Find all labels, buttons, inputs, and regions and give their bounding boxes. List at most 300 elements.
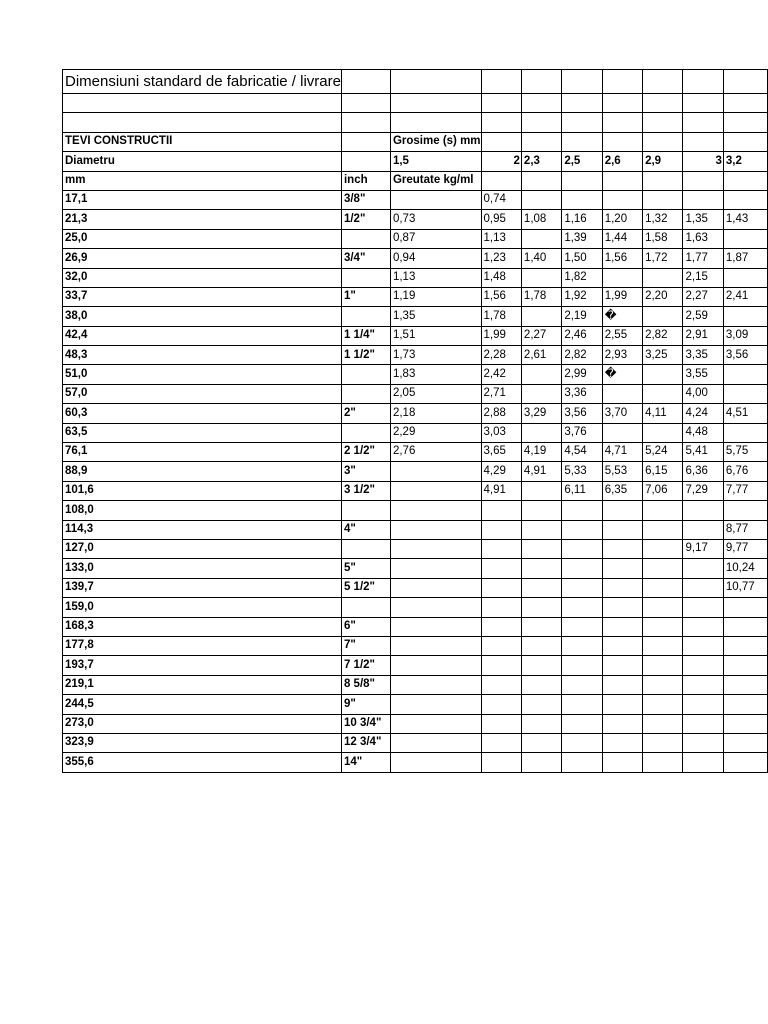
weight-cell[interactable] — [390, 714, 481, 733]
weight-cell[interactable] — [481, 578, 521, 597]
weight-label-cell[interactable] — [390, 171, 481, 190]
weight-cell[interactable] — [521, 617, 561, 636]
cell[interactable] — [683, 132, 723, 151]
weight-cell[interactable]: 1,78 — [521, 287, 561, 306]
weight-cell[interactable]: 0,94 — [390, 249, 481, 268]
weight-cell[interactable]: 2,59 — [683, 307, 723, 326]
weight-cell[interactable]: 6,35 — [602, 481, 642, 500]
cell[interactable] — [643, 94, 683, 113]
weight-cell[interactable]: 10,24 — [723, 559, 767, 578]
weight-cell[interactable]: 2,99 — [562, 365, 602, 384]
weight-cell[interactable]: 2,76 — [390, 443, 481, 462]
weight-cell[interactable]: 6,36 — [683, 462, 723, 481]
weight-cell[interactable]: 5,41 — [683, 443, 723, 462]
weight-cell[interactable]: 2,91 — [683, 326, 723, 345]
weight-cell[interactable] — [562, 598, 602, 617]
weight-cell[interactable]: 4,29 — [481, 462, 521, 481]
weight-cell[interactable]: 2,71 — [481, 384, 521, 403]
weight-cell[interactable] — [602, 753, 642, 772]
diameter-inch-cell[interactable]: 5 1/2" — [341, 578, 390, 597]
diameter-inch-cell[interactable]: 1 1/4" — [341, 326, 390, 345]
weight-cell[interactable]: 3,29 — [521, 404, 561, 423]
weight-cell[interactable] — [481, 559, 521, 578]
weight-cell[interactable]: 1,83 — [390, 365, 481, 384]
weight-cell[interactable] — [723, 675, 767, 694]
weight-cell[interactable] — [562, 578, 602, 597]
diameter-mm-cell[interactable]: 48,3 — [63, 346, 342, 365]
weight-cell[interactable]: 3,35 — [683, 346, 723, 365]
weight-cell[interactable] — [521, 501, 561, 520]
weight-cell[interactable] — [602, 501, 642, 520]
weight-cell[interactable] — [562, 617, 602, 636]
cell[interactable] — [341, 113, 390, 132]
cell[interactable] — [683, 171, 723, 190]
weight-cell[interactable] — [562, 520, 602, 539]
diameter-mm-cell[interactable]: 355,6 — [63, 753, 342, 772]
weight-cell[interactable]: 9,17 — [683, 539, 723, 558]
weight-cell[interactable]: 0,95 — [481, 210, 521, 229]
diameter-inch-cell[interactable]: 7" — [341, 636, 390, 655]
weight-cell[interactable] — [521, 268, 561, 287]
weight-cell[interactable] — [683, 695, 723, 714]
cell[interactable] — [390, 113, 481, 132]
weight-cell[interactable] — [481, 733, 521, 752]
weight-cell[interactable] — [562, 559, 602, 578]
weight-cell[interactable] — [521, 384, 561, 403]
diameter-mm-cell[interactable]: 127,0 — [63, 539, 342, 558]
weight-cell[interactable] — [683, 753, 723, 772]
weight-cell[interactable] — [643, 501, 683, 520]
cell[interactable] — [481, 132, 521, 151]
cell[interactable] — [341, 70, 390, 94]
cell[interactable] — [643, 113, 683, 132]
weight-cell[interactable] — [643, 733, 683, 752]
weight-cell[interactable] — [643, 695, 683, 714]
weight-cell[interactable]: 3,25 — [643, 346, 683, 365]
weight-cell[interactable] — [390, 481, 481, 500]
weight-cell[interactable] — [602, 384, 642, 403]
cell[interactable] — [481, 70, 521, 94]
weight-cell[interactable] — [723, 695, 767, 714]
thickness-cell[interactable]: 3,2 — [723, 152, 767, 171]
weight-cell[interactable] — [562, 190, 602, 209]
cell[interactable] — [723, 94, 767, 113]
cell[interactable] — [562, 113, 602, 132]
diameter-mm-cell[interactable]: 193,7 — [63, 656, 342, 675]
weight-cell[interactable] — [643, 307, 683, 326]
weight-cell[interactable] — [390, 733, 481, 752]
weight-cell[interactable] — [521, 695, 561, 714]
weight-cell[interactable] — [683, 733, 723, 752]
weight-cell[interactable] — [683, 598, 723, 617]
cell[interactable] — [341, 152, 390, 171]
weight-cell[interactable]: 2,29 — [390, 423, 481, 442]
weight-cell[interactable] — [521, 520, 561, 539]
weight-cell[interactable]: 2,42 — [481, 365, 521, 384]
weight-cell[interactable]: 2,27 — [521, 326, 561, 345]
weight-cell[interactable] — [521, 423, 561, 442]
weight-cell[interactable]: 1,39 — [562, 229, 602, 248]
cell[interactable] — [63, 94, 342, 113]
weight-cell[interactable] — [390, 501, 481, 520]
weight-cell[interactable] — [481, 753, 521, 772]
weight-cell[interactable]: 1,32 — [643, 210, 683, 229]
diameter-mm-cell[interactable]: 76,1 — [63, 443, 342, 462]
cell[interactable] — [521, 171, 561, 190]
weight-cell[interactable] — [723, 190, 767, 209]
weight-cell[interactable] — [521, 636, 561, 655]
weight-cell[interactable]: 3,03 — [481, 423, 521, 442]
weight-cell[interactable] — [643, 559, 683, 578]
weight-cell[interactable]: 5,24 — [643, 443, 683, 462]
weight-cell[interactable] — [481, 695, 521, 714]
cell[interactable] — [602, 113, 642, 132]
diameter-mm-cell[interactable]: 323,9 — [63, 733, 342, 752]
diameter-inch-cell[interactable]: 1/2" — [341, 210, 390, 229]
weight-cell[interactable] — [723, 365, 767, 384]
weight-cell[interactable] — [643, 714, 683, 733]
diameter-inch-cell[interactable] — [341, 539, 390, 558]
weight-cell[interactable]: 3,55 — [683, 365, 723, 384]
weight-cell[interactable] — [683, 617, 723, 636]
weight-cell[interactable]: 1,44 — [602, 229, 642, 248]
weight-cell[interactable] — [562, 539, 602, 558]
weight-cell[interactable] — [562, 636, 602, 655]
weight-cell[interactable] — [390, 539, 481, 558]
diameter-inch-cell[interactable]: 3/8" — [341, 190, 390, 209]
weight-cell[interactable] — [521, 675, 561, 694]
weight-cell[interactable]: 4,00 — [683, 384, 723, 403]
weight-cell[interactable] — [602, 268, 642, 287]
weight-cell[interactable] — [602, 190, 642, 209]
weight-cell[interactable]: 1,13 — [390, 268, 481, 287]
weight-cell[interactable]: 4,24 — [683, 404, 723, 423]
weight-cell[interactable] — [521, 656, 561, 675]
weight-cell[interactable]: 5,75 — [723, 443, 767, 462]
weight-cell[interactable]: 2,88 — [481, 404, 521, 423]
weight-cell[interactable] — [683, 520, 723, 539]
weight-cell[interactable] — [562, 695, 602, 714]
diameter-mm-cell[interactable]: 57,0 — [63, 384, 342, 403]
thickness-label-cell[interactable] — [390, 132, 481, 151]
weight-cell[interactable] — [643, 268, 683, 287]
weight-cell[interactable]: 3,76 — [562, 423, 602, 442]
weight-cell[interactable] — [562, 501, 602, 520]
weight-cell[interactable] — [562, 753, 602, 772]
weight-cell[interactable]: 2,27 — [683, 287, 723, 306]
weight-cell[interactable]: 1,77 — [683, 249, 723, 268]
diameter-mm-cell[interactable]: 219,1 — [63, 675, 342, 694]
weight-cell[interactable]: � — [602, 307, 642, 326]
weight-cell[interactable]: 1,08 — [521, 210, 561, 229]
cell[interactable] — [481, 171, 521, 190]
thickness-cell[interactable]: 3 — [683, 152, 723, 171]
weight-cell[interactable]: 3,56 — [562, 404, 602, 423]
weight-cell[interactable] — [683, 656, 723, 675]
weight-cell[interactable]: 5,53 — [602, 462, 642, 481]
weight-cell[interactable] — [723, 617, 767, 636]
weight-cell[interactable] — [643, 617, 683, 636]
weight-cell[interactable] — [390, 559, 481, 578]
weight-cell[interactable] — [521, 753, 561, 772]
diameter-mm-cell[interactable]: 63,5 — [63, 423, 342, 442]
diameter-mm-cell[interactable]: 101,6 — [63, 481, 342, 500]
weight-cell[interactable]: 2,93 — [602, 346, 642, 365]
cell[interactable] — [602, 94, 642, 113]
diameter-inch-cell[interactable]: 8 5/8" — [341, 675, 390, 694]
weight-cell[interactable] — [562, 733, 602, 752]
weight-cell[interactable] — [602, 578, 642, 597]
weight-cell[interactable] — [390, 636, 481, 655]
cell[interactable] — [390, 94, 481, 113]
cell[interactable] — [723, 132, 767, 151]
weight-cell[interactable]: 7,06 — [643, 481, 683, 500]
diameter-mm-cell[interactable]: 168,3 — [63, 617, 342, 636]
weight-cell[interactable] — [521, 229, 561, 248]
weight-cell[interactable]: 1,16 — [562, 210, 602, 229]
weight-cell[interactable]: 2,61 — [521, 346, 561, 365]
weight-cell[interactable]: 1,82 — [562, 268, 602, 287]
weight-cell[interactable] — [521, 539, 561, 558]
diameter-inch-cell[interactable]: 5" — [341, 559, 390, 578]
thickness-cell[interactable]: 2,3 — [521, 152, 561, 171]
weight-cell[interactable]: 6,15 — [643, 462, 683, 481]
weight-cell[interactable] — [602, 520, 642, 539]
weight-cell[interactable] — [481, 501, 521, 520]
weight-cell[interactable] — [390, 598, 481, 617]
weight-cell[interactable] — [481, 714, 521, 733]
weight-cell[interactable] — [643, 636, 683, 655]
weight-cell[interactable] — [723, 423, 767, 442]
weight-cell[interactable] — [390, 675, 481, 694]
weight-cell[interactable] — [521, 307, 561, 326]
weight-cell[interactable] — [562, 656, 602, 675]
cell[interactable] — [481, 94, 521, 113]
weight-cell[interactable]: 4,71 — [602, 443, 642, 462]
weight-cell[interactable] — [481, 539, 521, 558]
weight-cell[interactable] — [481, 617, 521, 636]
weight-cell[interactable] — [602, 636, 642, 655]
diameter-inch-cell[interactable]: 9" — [341, 695, 390, 714]
diameter-inch-cell[interactable]: 3 1/2" — [341, 481, 390, 500]
weight-cell[interactable] — [723, 307, 767, 326]
cell[interactable] — [602, 132, 642, 151]
weight-cell[interactable]: 1,35 — [683, 210, 723, 229]
weight-cell[interactable]: 1,63 — [683, 229, 723, 248]
diameter-mm-cell[interactable]: 60,3 — [63, 404, 342, 423]
diameter-inch-cell[interactable] — [341, 384, 390, 403]
weight-cell[interactable] — [521, 190, 561, 209]
cell[interactable] — [562, 132, 602, 151]
weight-cell[interactable]: 4,91 — [481, 481, 521, 500]
weight-cell[interactable]: 7,29 — [683, 481, 723, 500]
weight-cell[interactable]: 1,19 — [390, 287, 481, 306]
weight-cell[interactable]: 3,56 — [723, 346, 767, 365]
weight-cell[interactable]: 1,56 — [481, 287, 521, 306]
weight-cell[interactable]: 2,82 — [643, 326, 683, 345]
diameter-inch-cell[interactable]: 1" — [341, 287, 390, 306]
weight-cell[interactable] — [562, 714, 602, 733]
weight-cell[interactable] — [562, 675, 602, 694]
weight-cell[interactable] — [602, 714, 642, 733]
unit-inch-cell[interactable]: inch — [341, 171, 390, 190]
weight-cell[interactable] — [521, 598, 561, 617]
weight-cell[interactable] — [481, 636, 521, 655]
weight-cell[interactable]: 1,50 — [562, 249, 602, 268]
diameter-inch-cell[interactable] — [341, 268, 390, 287]
weight-cell[interactable]: 2,82 — [562, 346, 602, 365]
weight-cell[interactable] — [602, 598, 642, 617]
weight-cell[interactable]: 2,19 — [562, 307, 602, 326]
cell[interactable] — [390, 70, 481, 94]
diameter-inch-cell[interactable]: 2 1/2" — [341, 443, 390, 462]
weight-cell[interactable] — [643, 656, 683, 675]
diameter-mm-cell[interactable]: 139,7 — [63, 578, 342, 597]
cell[interactable] — [643, 132, 683, 151]
weight-cell[interactable]: 1,35 — [390, 307, 481, 326]
weight-cell[interactable]: 1,99 — [602, 287, 642, 306]
weight-cell[interactable]: 3,36 — [562, 384, 602, 403]
diameter-mm-cell[interactable]: 26,9 — [63, 249, 342, 268]
weight-cell[interactable] — [602, 617, 642, 636]
weight-cell[interactable] — [723, 384, 767, 403]
diameter-mm-cell[interactable]: 33,7 — [63, 287, 342, 306]
diameter-mm-cell[interactable]: 133,0 — [63, 559, 342, 578]
thickness-cell[interactable]: 2 — [481, 152, 521, 171]
weight-cell[interactable]: 1,72 — [643, 249, 683, 268]
thickness-cell[interactable]: 1,5 — [390, 152, 481, 171]
cell[interactable] — [643, 70, 683, 94]
diameter-mm-cell[interactable]: 17,1 — [63, 190, 342, 209]
weight-cell[interactable] — [481, 656, 521, 675]
cell[interactable] — [643, 171, 683, 190]
weight-cell[interactable] — [643, 578, 683, 597]
weight-cell[interactable] — [643, 190, 683, 209]
weight-cell[interactable]: 1,48 — [481, 268, 521, 287]
weight-cell[interactable] — [643, 598, 683, 617]
weight-cell[interactable] — [390, 520, 481, 539]
weight-cell[interactable]: 3,70 — [602, 404, 642, 423]
weight-cell[interactable]: 1,40 — [521, 249, 561, 268]
weight-cell[interactable]: 7,77 — [723, 481, 767, 500]
weight-cell[interactable] — [643, 539, 683, 558]
diameter-mm-cell[interactable]: 51,0 — [63, 365, 342, 384]
diameter-inch-cell[interactable]: 1 1/2" — [341, 346, 390, 365]
weight-cell[interactable]: 6,76 — [723, 462, 767, 481]
diameter-inch-cell[interactable]: 14" — [341, 753, 390, 772]
weight-cell[interactable] — [602, 675, 642, 694]
weight-cell[interactable]: 0,87 — [390, 229, 481, 248]
weight-cell[interactable] — [683, 578, 723, 597]
diameter-mm-cell[interactable]: 108,0 — [63, 501, 342, 520]
weight-cell[interactable] — [602, 539, 642, 558]
weight-cell[interactable] — [481, 520, 521, 539]
diameter-inch-cell[interactable] — [341, 501, 390, 520]
diameter-mm-cell[interactable]: 21,3 — [63, 210, 342, 229]
thickness-cell[interactable]: 2,5 — [562, 152, 602, 171]
weight-cell[interactable] — [683, 675, 723, 694]
weight-cell[interactable] — [521, 578, 561, 597]
cell[interactable] — [341, 132, 390, 151]
diameter-mm-cell[interactable]: 177,8 — [63, 636, 342, 655]
weight-cell[interactable]: 1,87 — [723, 249, 767, 268]
weight-cell[interactable] — [643, 365, 683, 384]
weight-cell[interactable] — [723, 598, 767, 617]
cell[interactable] — [602, 70, 642, 94]
weight-cell[interactable] — [481, 675, 521, 694]
weight-cell[interactable] — [390, 695, 481, 714]
diameter-mm-cell[interactable]: 32,0 — [63, 268, 342, 287]
weight-cell[interactable]: 1,78 — [481, 307, 521, 326]
cell[interactable] — [562, 171, 602, 190]
diameter-mm-cell[interactable]: 38,0 — [63, 307, 342, 326]
diameter-inch-cell[interactable] — [341, 365, 390, 384]
weight-cell[interactable] — [643, 753, 683, 772]
weight-cell[interactable]: 3,09 — [723, 326, 767, 345]
weight-cell[interactable]: 4,48 — [683, 423, 723, 442]
diameter-inch-cell[interactable]: 7 1/2" — [341, 656, 390, 675]
weight-cell[interactable] — [723, 501, 767, 520]
weight-cell[interactable]: 2,18 — [390, 404, 481, 423]
weight-cell[interactable] — [602, 559, 642, 578]
weight-cell[interactable]: 2,15 — [683, 268, 723, 287]
title-cell[interactable] — [63, 70, 342, 94]
weight-cell[interactable] — [521, 365, 561, 384]
weight-cell[interactable]: 1,92 — [562, 287, 602, 306]
weight-cell[interactable]: 2,46 — [562, 326, 602, 345]
weight-cell[interactable] — [602, 733, 642, 752]
cell[interactable] — [562, 70, 602, 94]
weight-cell[interactable] — [723, 268, 767, 287]
thickness-cell[interactable]: 2,9 — [643, 152, 683, 171]
weight-cell[interactable]: 1,56 — [602, 249, 642, 268]
diameter-mm-cell[interactable]: 25,0 — [63, 229, 342, 248]
weight-cell[interactable]: 4,11 — [643, 404, 683, 423]
unit-mm-cell[interactable]: mm — [63, 171, 342, 190]
weight-cell[interactable]: 10,77 — [723, 578, 767, 597]
weight-cell[interactable] — [723, 636, 767, 655]
diameter-inch-cell[interactable]: 2" — [341, 404, 390, 423]
weight-cell[interactable] — [602, 695, 642, 714]
weight-cell[interactable]: 1,20 — [602, 210, 642, 229]
diameter-inch-cell[interactable] — [341, 423, 390, 442]
diameter-mm-cell[interactable]: 159,0 — [63, 598, 342, 617]
section-label-cell[interactable] — [63, 132, 342, 151]
diameter-inch-cell[interactable] — [341, 307, 390, 326]
diameter-inch-cell[interactable]: 3" — [341, 462, 390, 481]
weight-cell[interactable] — [723, 714, 767, 733]
cell[interactable] — [521, 113, 561, 132]
cell[interactable] — [683, 94, 723, 113]
weight-cell[interactable]: 1,73 — [390, 346, 481, 365]
weight-cell[interactable] — [390, 462, 481, 481]
weight-cell[interactable] — [481, 598, 521, 617]
diameter-mm-cell[interactable]: 244,5 — [63, 695, 342, 714]
cell[interactable] — [521, 94, 561, 113]
diameter-mm-cell[interactable]: 114,3 — [63, 520, 342, 539]
diameter-inch-cell[interactable]: 3/4" — [341, 249, 390, 268]
weight-cell[interactable] — [683, 714, 723, 733]
thickness-cell[interactable]: 2,6 — [602, 152, 642, 171]
cell[interactable] — [602, 171, 642, 190]
weight-cell[interactable]: 1,99 — [481, 326, 521, 345]
weight-cell[interactable]: 0,73 — [390, 210, 481, 229]
cell[interactable] — [481, 113, 521, 132]
cell[interactable] — [723, 171, 767, 190]
weight-cell[interactable] — [683, 501, 723, 520]
weight-cell[interactable] — [643, 384, 683, 403]
weight-cell[interactable]: � — [602, 365, 642, 384]
